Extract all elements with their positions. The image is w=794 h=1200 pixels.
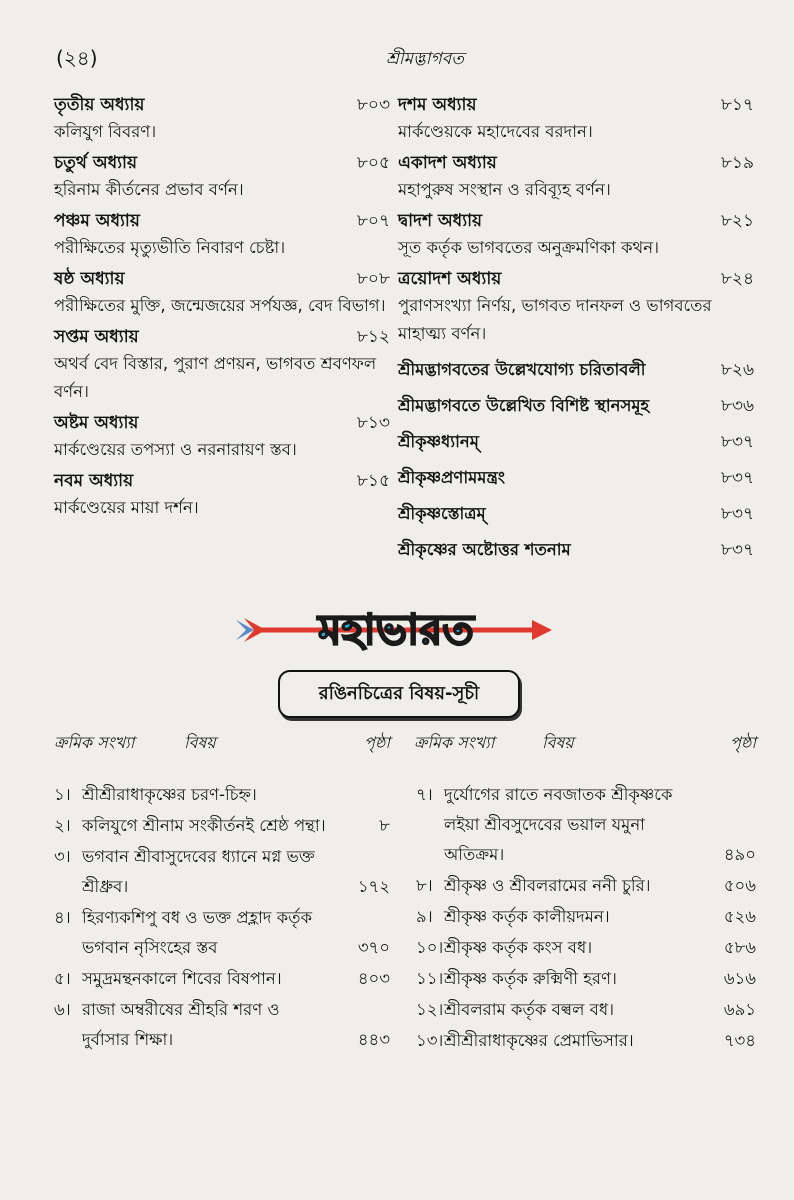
picture-caption: দুর্বাসার শিক্ষা।: [82, 1030, 174, 1049]
chapter-entry: [398, 266, 754, 348]
chapter-description: অথর্ব বেদ বিস্তার, পুরাণ প্রণয়ন, ভাগবত শ্রবণফল বর্ণন।: [54, 354, 377, 401]
page-header: [56, 44, 756, 74]
chapter-row: [398, 92, 754, 118]
picture-text-wrap: [54, 964, 282, 994]
picture-line: [54, 811, 390, 841]
chapter-entry: [54, 468, 390, 522]
picture-page: ৬৯১: [723, 1000, 756, 1019]
chapter-page: ৮২১: [720, 211, 754, 231]
picture-line: [54, 872, 390, 902]
picture-line: [54, 780, 390, 810]
chapter-entry: [398, 208, 754, 262]
chapter-title: সপ্তম অধ্যায়: [54, 327, 139, 347]
chapter-description: সূত কর্তৃক ভাগবতের অনুক্রমণিকা কথন।: [398, 238, 659, 257]
chapter-description: মার্কণ্ডেয়কে মহাদেবের বরদান।: [398, 122, 593, 141]
chapter-title: একাদশ অধ্যায়: [398, 153, 497, 173]
chapter-page: ৮০৩: [356, 95, 390, 115]
picture-number: ১২।: [416, 1000, 444, 1019]
picture-item: [54, 842, 390, 902]
chapter-description: হরিনাম কীর্তনের প্রভাব বর্ণন।: [54, 180, 244, 199]
picture-number: ৬।: [54, 1000, 71, 1019]
chapter-row: [54, 150, 390, 176]
picture-text-wrap: [54, 842, 315, 872]
picture-number: ৭।: [416, 785, 433, 804]
chapter-row: [398, 208, 754, 234]
chapter-entry: [54, 92, 390, 146]
picture-text-wrap: [54, 995, 280, 1025]
chapter-description: মার্কণ্ডেয়ের তপস্যা ও নরনারায়ণ স্তব।: [54, 440, 297, 459]
chapter-page: ৮০৭: [356, 211, 390, 231]
section-title: রঙিনচিত্রের বিষয়-সূচী: [318, 682, 480, 704]
special-page: ৮২৬: [720, 360, 754, 380]
picture-number: ৯।: [416, 907, 433, 926]
picture-caption: শ্রীকৃষ্ণ ও শ্রীবলরামের ননী চুরি।: [444, 876, 651, 895]
contents-right-column: [398, 92, 754, 568]
picture-caption: কলিযুগে শ্রীনাম সংকীর্তনই শ্রেষ্ঠ পন্থা।: [82, 816, 326, 835]
picture-number: ৪।: [54, 908, 71, 927]
picture-caption: ভগবান শ্রীবাসুদেবের ধ্যানে মগ্ন ভক্ত: [82, 847, 315, 866]
picture-text-wrap: [416, 933, 592, 963]
chapter-row: [398, 150, 754, 176]
picture-text-wrap: [54, 1025, 173, 1055]
picture-list-left: [54, 780, 390, 1056]
picture-line: [54, 842, 390, 872]
running-title: শ্রীমদ্ভাগবত: [386, 49, 464, 69]
chapter-row: [54, 208, 390, 234]
special-page: ৮৩৭: [720, 504, 754, 524]
picture-text-wrap: [416, 1026, 634, 1056]
picture-text-wrap: [416, 780, 672, 810]
picture-number: ১।: [54, 785, 71, 804]
picture-page: ৫৮৬: [723, 938, 756, 957]
chapter-row: [54, 410, 390, 436]
picture-caption: রাজা অম্বরীষের শ্রীহরি শরণ ও: [82, 1000, 280, 1019]
table-header-left: [54, 730, 390, 760]
picture-page: ৫০৬: [723, 876, 756, 895]
page-header-label: পৃষ্ঠা: [730, 733, 756, 752]
chapter-title: ষষ্ঠ অধ্যায়: [54, 269, 125, 289]
page-number: (২৪): [56, 46, 98, 70]
picture-caption: শ্রীশ্রীরাধাকৃষ্ণের প্রেমাভিসার।: [444, 1031, 634, 1050]
picture-caption: শ্রীকৃষ্ণ কর্তৃক রুক্মিণী হরণ।: [444, 969, 617, 988]
chapter-page: ৮১২: [356, 327, 390, 347]
picture-caption: শ্রীধ্রুব।: [82, 877, 129, 896]
picture-page: ৮: [379, 816, 390, 835]
picture-item: [416, 780, 756, 870]
special-page: ৮৩৬: [720, 396, 754, 416]
chapter-row: [54, 92, 390, 118]
contents-left-column: [54, 92, 390, 526]
picture-item: [416, 871, 756, 901]
chapter-entry: [54, 410, 390, 464]
chapter-row: [54, 324, 390, 350]
special-page: ৮৩৭: [720, 432, 754, 452]
picture-number: ২।: [54, 816, 71, 835]
picture-caption: দুর্যোগের রাতে নবজাতক শ্রীকৃষ্ণকে: [444, 785, 673, 804]
picture-number: ৩।: [54, 847, 71, 866]
picture-page: ৬১৬: [723, 969, 756, 988]
picture-caption: শ্রীবলরাম কর্তৃক বল্বল বধ।: [444, 1000, 615, 1019]
picture-line: [54, 903, 390, 933]
picture-caption: ভগবান নৃসিংহের স্তব: [82, 938, 218, 957]
chapter-page: ৮১৫: [356, 471, 390, 491]
chapter-description: মহাপুরুষ সংস্থান ও রবিব্যূহ বর্ণন।: [398, 180, 611, 199]
picture-page: ৪৪৩: [357, 1030, 390, 1049]
chapter-description: পুরাণসংখ্যা নির্ণয়, ভাগবত দানফল ও ভাগবতের মাহাত্ম্য বর্ণন।: [398, 296, 712, 343]
subject-header: বিষয়: [184, 733, 216, 752]
picture-line: [416, 933, 756, 963]
picture-line: [416, 871, 756, 901]
special-entry: [398, 496, 754, 532]
chapter-row: [398, 266, 754, 292]
chapter-page: ৮১৩: [356, 413, 390, 433]
picture-line: [416, 1026, 756, 1056]
chapter-entry: [54, 208, 390, 262]
picture-text-wrap: [54, 903, 312, 933]
picture-item: [54, 964, 390, 994]
chapter-title: দ্বাদশ অধ্যায়: [398, 211, 483, 231]
chapter-title: ত্রয়োদশ অধ্যায়: [398, 269, 502, 289]
picture-item: [54, 903, 390, 963]
picture-caption: অতিক্রম।: [444, 845, 505, 864]
picture-number: ১১।: [416, 969, 444, 988]
chapter-row: [54, 266, 390, 292]
chapter-page: ৮২৪: [720, 269, 754, 289]
special-entry: [398, 460, 754, 496]
picture-caption: লইয়া শ্রীবসুদেবের ভয়াল যমুনা: [444, 815, 645, 834]
picture-number: ১৩।: [416, 1031, 444, 1050]
special-page: ৮৩৭: [720, 540, 754, 560]
picture-line: [416, 840, 756, 870]
picture-caption: হিরণ্যকশিপু বধ ও ভক্ত প্রহ্লাদ কর্তৃক: [82, 908, 313, 927]
picture-page: ৫২৬: [723, 907, 756, 926]
table-header-right: [414, 730, 756, 760]
chapter-row: [54, 468, 390, 494]
picture-line: [416, 964, 756, 994]
special-title: শ্রীকৃষ্ণপ্রণামমন্ত্রং: [398, 468, 506, 487]
picture-item: [54, 995, 390, 1055]
special-page: ৮৩৭: [720, 468, 754, 488]
picture-text-wrap: [54, 811, 326, 841]
special-title: শ্রীকৃষ্ণধ্যানম্: [398, 432, 479, 451]
chapter-page: ৮০৮: [356, 269, 390, 289]
picture-page: ৪০৩: [357, 969, 390, 988]
picture-text-wrap: [416, 840, 504, 870]
picture-text-wrap: [416, 871, 651, 901]
chapter-description: মার্কণ্ডেয়ের মায়া দর্শন।: [54, 498, 199, 517]
logo-text: মহাভারত: [318, 605, 474, 654]
section-title-box: [278, 670, 520, 718]
picture-item: [54, 811, 390, 841]
picture-list-right: [416, 780, 756, 1057]
picture-line: [54, 1025, 390, 1055]
page-header-label: পৃষ্ঠা: [364, 733, 390, 752]
chapter-description: পরীক্ষিতের মৃত্যুভীতি নিবারণ চেষ্টা।: [54, 238, 286, 257]
chapter-title: দশম অধ্যায়: [398, 95, 477, 115]
chapter-entry: [54, 266, 390, 320]
picture-caption: সমুদ্রমন্থনকালে শিবের বিষপান।: [82, 969, 282, 988]
chapter-title: অষ্টম অধ্যায়: [54, 413, 139, 433]
chapter-title: নবম অধ্যায়: [54, 471, 134, 491]
picture-item: [416, 902, 756, 932]
picture-line: [54, 964, 390, 994]
picture-text-wrap: [54, 872, 128, 902]
special-entry: [398, 352, 754, 388]
chapter-entry: [54, 150, 390, 204]
publisher-logo: [236, 590, 556, 670]
special-title: শ্রীকৃষ্ণের অষ্টোত্তর শতনাম: [398, 540, 571, 559]
subject-header: বিষয়: [542, 733, 574, 752]
chapter-page: ৮১৭: [720, 95, 754, 115]
picture-page: ৭৩৪: [723, 1031, 756, 1050]
picture-page: ৩৭০: [357, 938, 390, 957]
chapter-page: ৮১৯: [720, 153, 754, 173]
picture-text-wrap: [416, 810, 645, 840]
special-entry: [398, 532, 754, 568]
picture-text-wrap: [416, 995, 614, 1025]
serial-header: ক্রমিক সংখ্যা: [54, 733, 135, 752]
picture-caption: শ্রীকৃষ্ণ কর্তৃক কংস বধ।: [444, 938, 593, 957]
picture-text-wrap: [416, 964, 617, 994]
picture-page: ১৭২: [357, 877, 390, 896]
picture-text-wrap: [54, 780, 257, 810]
picture-text-wrap: [54, 933, 217, 963]
picture-item: [416, 964, 756, 994]
picture-item: [54, 780, 390, 810]
picture-number: ১০।: [416, 938, 444, 957]
chapter-description: পরীক্ষিতের মুক্তি, জন্মেজয়ের সর্পযজ্ঞ, বেদ বিভাগ।: [54, 296, 386, 315]
picture-page: ৪৯০: [723, 845, 756, 864]
picture-item: [416, 1026, 756, 1056]
picture-line: [416, 780, 756, 810]
chapter-title: তৃতীয় অধ্যায়: [54, 95, 145, 115]
chapter-list-right: [398, 92, 754, 348]
serial-header: ক্রমিক সংখ্যা: [414, 733, 495, 752]
special-title: শ্রীমদ্ভাগবতে উল্লেখিত বিশিষ্ট স্থানসমূহ: [398, 396, 650, 415]
special-entries: [398, 352, 754, 568]
special-entry: [398, 388, 754, 424]
chapter-entry: [398, 92, 754, 146]
picture-number: ৫।: [54, 969, 71, 988]
special-title: শ্রীমদ্ভাগবতের উল্লেখযোগ্য চরিতাবলী: [398, 360, 646, 379]
picture-text-wrap: [416, 902, 610, 932]
picture-line: [416, 902, 756, 932]
picture-item: [416, 933, 756, 963]
chapter-page: ৮০৫: [356, 153, 390, 173]
chapter-title: পঞ্চম অধ্যায়: [54, 211, 140, 231]
chapter-title: চতুর্থ অধ্যায়: [54, 153, 137, 173]
picture-number: ৮।: [416, 876, 433, 895]
picture-caption: শ্রীশ্রীরাধাকৃষ্ণের চরণ-চিহ্ন।: [82, 785, 257, 804]
special-title: শ্রীকৃষ্ণস্তোত্রম্: [398, 504, 486, 523]
special-entry: [398, 424, 754, 460]
picture-line: [54, 995, 390, 1025]
chapter-entry: [398, 150, 754, 204]
picture-caption: শ্রীকৃষ্ণ কর্তৃক কালীয়দমন।: [444, 907, 610, 926]
picture-line: [416, 810, 756, 840]
chapter-description: কলিযুগ বিবরণ।: [54, 122, 157, 141]
picture-item: [416, 995, 756, 1025]
picture-line: [416, 995, 756, 1025]
chapter-entry: [54, 324, 390, 406]
picture-line: [54, 933, 390, 963]
